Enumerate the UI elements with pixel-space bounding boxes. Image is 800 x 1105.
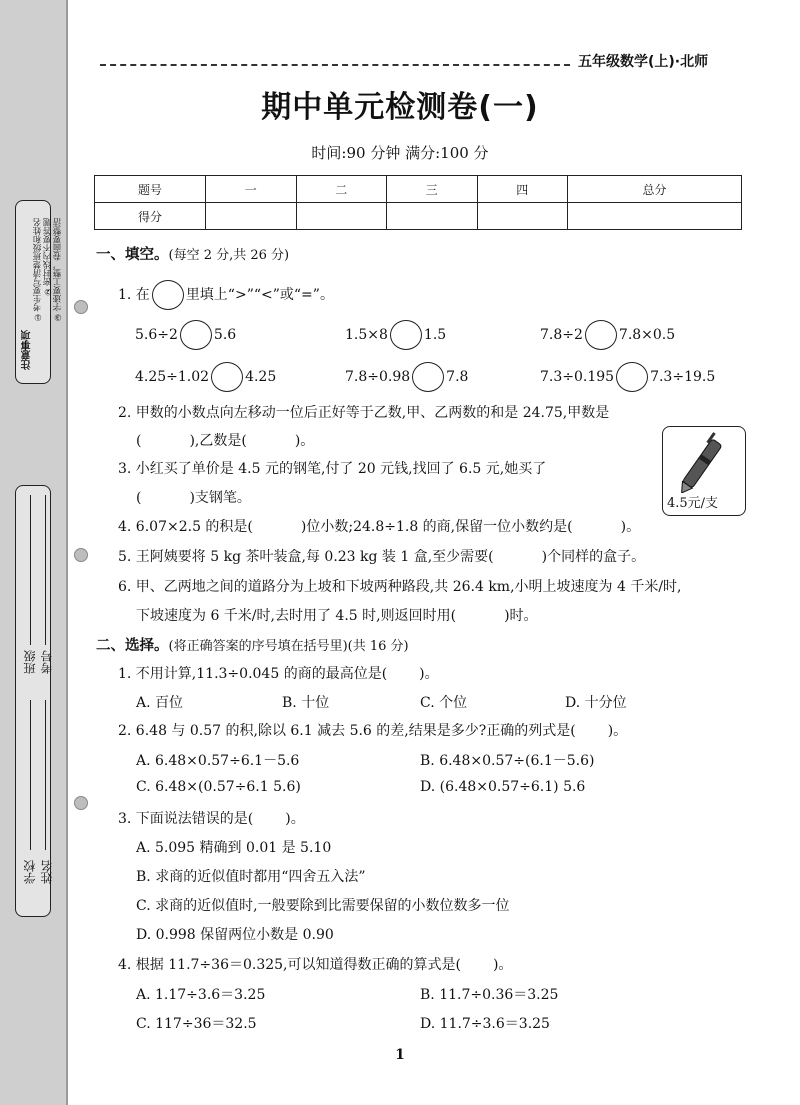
score-row-label: 得分: [95, 203, 206, 230]
s2-q4-option-d[interactable]: D. 11.7÷3.6＝3.25: [420, 1016, 550, 1032]
s1-q1-item: 4.25÷1.02 4.25: [135, 362, 276, 392]
class-label: 班级: [23, 650, 37, 674]
score-cell: 三: [387, 176, 478, 203]
binding-hole: [74, 548, 88, 562]
answer-circle[interactable]: [390, 320, 422, 350]
s2-q4-option-a[interactable]: A. 1.17÷3.6＝3.25: [136, 987, 266, 1003]
header-dashed-line: [100, 64, 570, 66]
page-title: 期中单元检测卷(一): [261, 90, 539, 125]
s1-q2-line1: 2. 甲数的小数点向左移动一位后正好等于乙数,甲、乙两数的和是 24.75,甲数是: [118, 405, 610, 421]
score-cell: 一: [206, 176, 297, 203]
answer-circle[interactable]: [616, 362, 648, 392]
s2-q3-option-d[interactable]: D. 0.998 保留两位小数是 0.90: [136, 927, 334, 943]
s1-q3-line2: ( )支钢笔。: [136, 490, 251, 506]
notice-line-3: ③字迹要工整，卷面要整洁: [53, 218, 63, 322]
s1-q4: 4. 6.07×2.5 的积是( )位小数;24.8÷1.8 的商,保留一位小数约是( )。: [118, 519, 641, 535]
s1-q1-item: 7.8÷2 7.8×0.5: [540, 320, 675, 350]
s1-q1-item: 7.8÷0.98 7.8: [345, 362, 468, 392]
score-cell: 二: [296, 176, 387, 203]
answer-circle[interactable]: [412, 362, 444, 392]
s2-q3-option-a[interactable]: A. 5.095 精确到 0.01 是 5.10: [136, 840, 332, 856]
s2-q1-option-d[interactable]: D. 十分位: [565, 695, 627, 711]
s2-q2-option-b[interactable]: B. 6.48×0.57÷(6.1－5.6): [420, 753, 595, 769]
answer-circle[interactable]: [152, 280, 184, 310]
score-table: [94, 175, 742, 230]
school-field-line: [30, 700, 31, 850]
s2-q4-stem: 4. 根据 11.7÷36＝0.325,可以知道得数正确的算式是( )。: [118, 957, 513, 973]
s1-q1-item: 5.6÷2 5.6: [135, 320, 236, 350]
s1-q1-item: 7.3÷0.195 7.3÷19.5: [540, 362, 715, 392]
s1-q2-line2: ( ),乙数是( )。: [136, 433, 315, 449]
s2-q4-option-c[interactable]: C. 117÷36＝32.5: [136, 1016, 257, 1032]
series-brand: 五年级数学(上)·北师: [578, 54, 709, 70]
binding-hole: [74, 300, 88, 314]
notice-line-2: ②密封线内不要答题: [43, 218, 53, 296]
name-field-line: [45, 700, 46, 850]
s2-q1-option-a[interactable]: A. 百位: [136, 695, 184, 711]
s2-q1-option-c[interactable]: C. 个位: [420, 695, 468, 711]
score-cell: 总分: [568, 176, 742, 203]
binding-hole: [74, 796, 88, 810]
s2-q3-stem: 3. 下面说法错误的是( )。: [118, 811, 305, 827]
pen-icon: [663, 427, 745, 493]
score-cell: 题号: [95, 176, 206, 203]
s1-q3-line1: 3. 小红买了单价是 4.5 元的钢笔,付了 20 元钱,找回了 6.5 元,她买了: [118, 461, 547, 477]
section-2-heading: 二、选择。(将正确答案的序号填在括号里)(共 16 分): [96, 638, 409, 654]
exam-time-score: 时间:90 分钟 满分:100 分: [311, 144, 489, 162]
score-input-cell[interactable]: [296, 203, 387, 230]
school-label: 学校: [23, 860, 37, 884]
section-1-heading: 一、填空。(每空 2 分,共 26 分): [96, 247, 290, 263]
s2-q3-option-b[interactable]: B. 求商的近似值时都用“四舍五入法”: [136, 869, 366, 885]
score-input-cell[interactable]: [477, 203, 568, 230]
answer-circle[interactable]: [211, 362, 243, 392]
pen-price-label: 4.5元/支: [667, 496, 719, 511]
score-input-cell[interactable]: [387, 203, 478, 230]
s2-q2-stem: 2. 6.48 与 0.57 的积,除以 6.1 减去 5.6 的差,结果是多少?正确的列式是( )。: [118, 723, 628, 739]
s2-q2-option-d[interactable]: D. (6.48×0.57÷6.1) 5.6: [420, 779, 586, 795]
s1-q6-line1: 6. 甲、乙两地之间的道路分为上坡和下坡两种路段,共 26.4 km,小明上坡速度为 4 千米/时,: [118, 579, 682, 595]
s1-q1-stem: 1. 在 里填上“>”“<”或“=”。: [118, 280, 334, 310]
s2-q3-option-c[interactable]: C. 求商的近似值时,一般要除到比需要保留的小数位数多一位: [136, 898, 510, 914]
s2-q2-option-a[interactable]: A. 6.48×0.57÷6.1－5.6: [136, 753, 300, 769]
s1-q5: 5. 王阿姨要将 5 kg 茶叶装盒,每 0.23 kg 装 1 盒,至少需要( )个同样的盒子。: [118, 549, 646, 565]
binding-edge: [66, 0, 68, 1105]
s1-q1-item: 1.5×8 1.5: [345, 320, 446, 350]
s2-q1-stem: 1. 不用计算,11.3÷0.045 的商的最高位是( )。: [118, 666, 439, 682]
s2-q1-option-b[interactable]: B. 十位: [282, 695, 330, 711]
answer-circle[interactable]: [585, 320, 617, 350]
notice-line-1: ①考生要写清楚班级和姓名: [33, 218, 43, 322]
score-cell: 四: [477, 176, 568, 203]
s2-q2-option-c[interactable]: C. 6.48×(0.57÷6.1 5.6): [136, 779, 301, 795]
score-table-score-row: [95, 203, 742, 230]
class-field-line: [30, 495, 31, 645]
name-label: 姓名: [40, 860, 54, 884]
score-input-cell[interactable]: [206, 203, 297, 230]
page-number: 1: [395, 1047, 405, 1063]
score-table-header-row: [95, 176, 742, 203]
score-input-cell[interactable]: [568, 203, 742, 230]
answer-circle[interactable]: [180, 320, 212, 350]
s1-q6-line2: 下坡速度为 6 千米/时,去时用了 4.5 时,则返回时用( )时。: [136, 608, 538, 624]
notice-title: 注意事项: [22, 330, 33, 370]
number-field-line: [45, 495, 46, 645]
number-label: 考号: [40, 650, 54, 674]
s2-q4-option-b[interactable]: B. 11.7÷0.36＝3.25: [420, 987, 559, 1003]
